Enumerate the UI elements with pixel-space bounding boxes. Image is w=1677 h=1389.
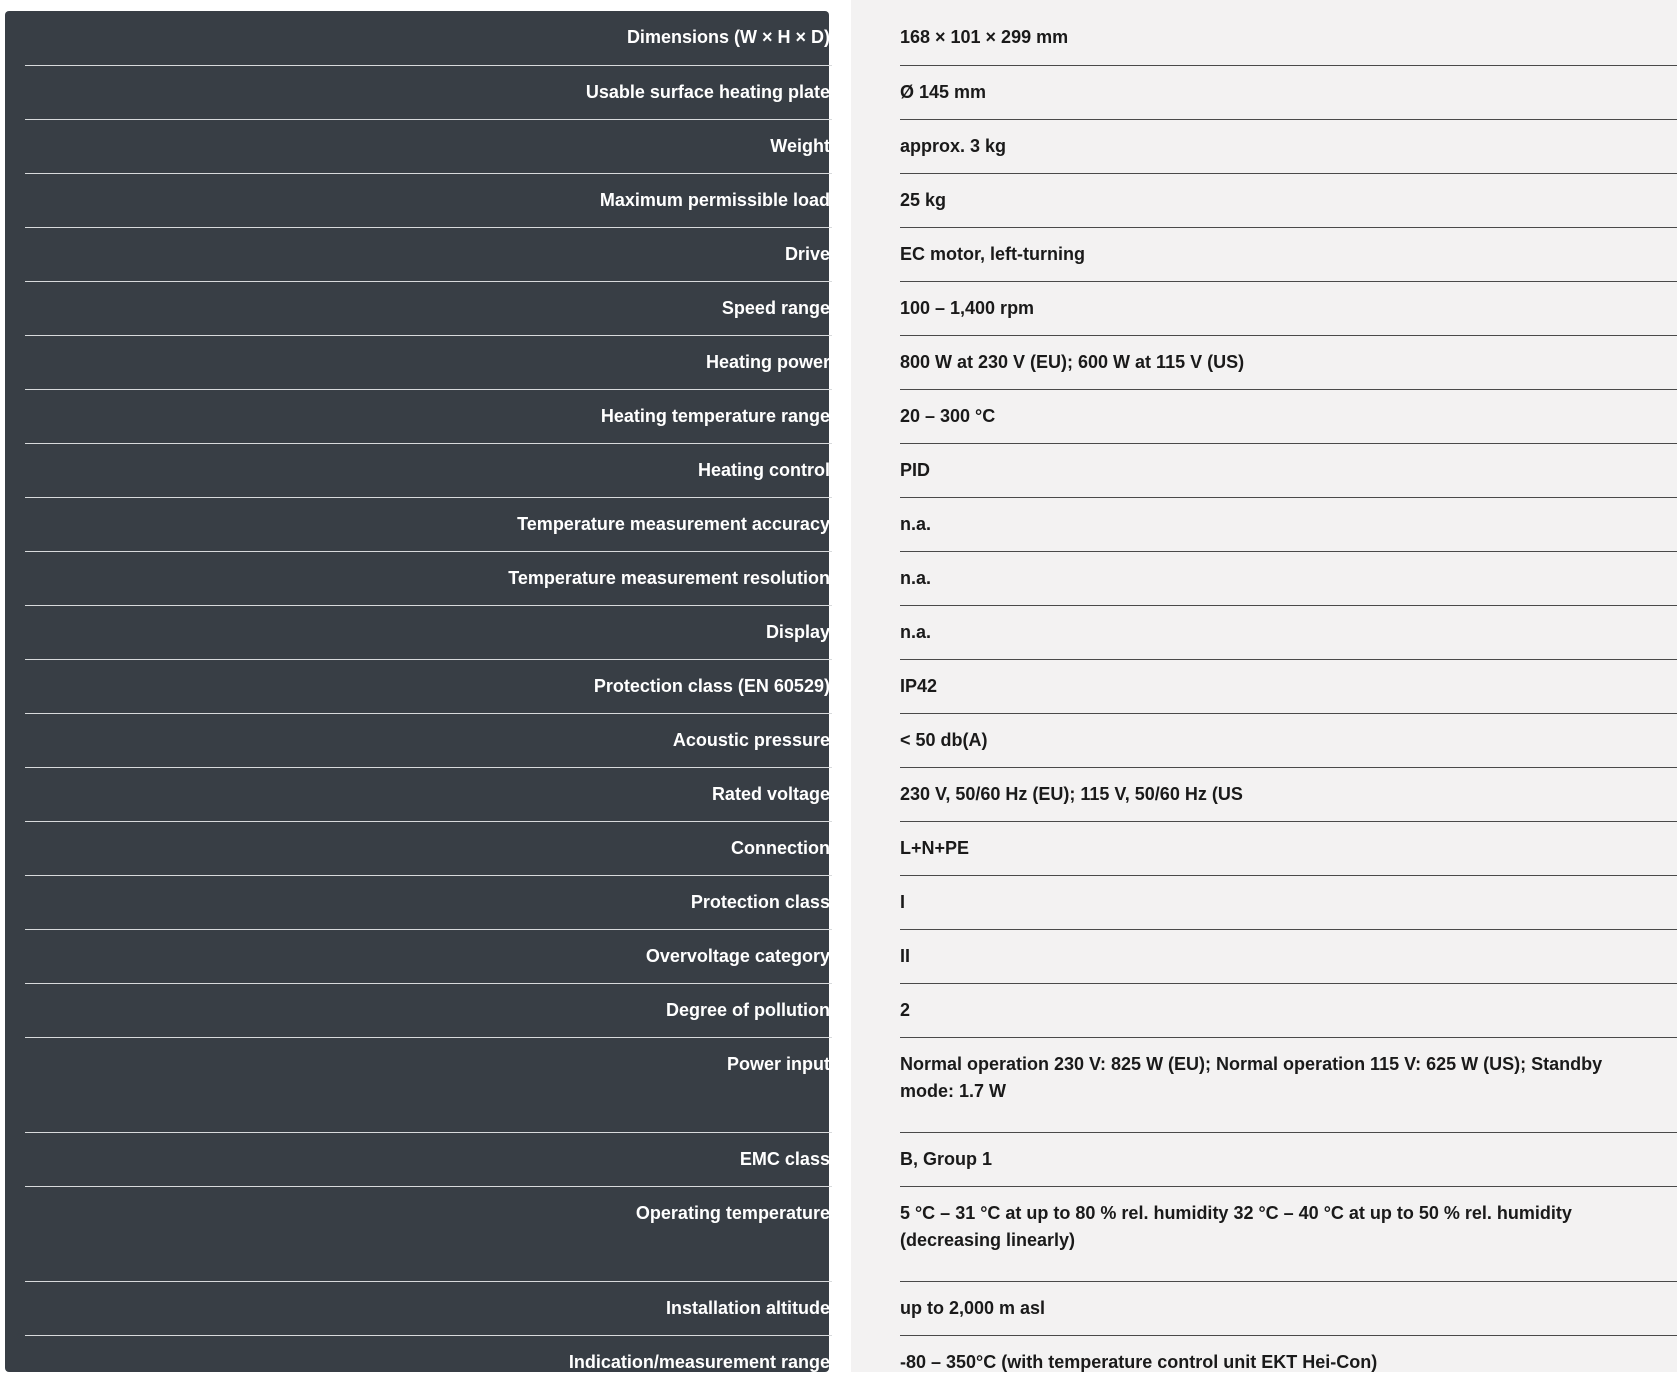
spec-row-measurement-range bbox=[0, 1335, 1677, 1389]
spec-label: Overvoltage category bbox=[25, 929, 832, 983]
spec-row-protection-class-ip bbox=[0, 659, 1677, 713]
spec-value: 20 – 300 °C bbox=[900, 389, 1677, 443]
spec-row-weight bbox=[0, 119, 1677, 173]
spec-label: Connection bbox=[25, 821, 832, 875]
spec-value: -80 – 350°C (with temperature control unit EKT Hei-Con) bbox=[900, 1335, 1677, 1389]
spec-row-installation-altitude bbox=[0, 1281, 1677, 1335]
spec-value: L+N+PE bbox=[900, 821, 1677, 875]
spec-label: Dimensions (W × H × D) bbox=[626, 27, 830, 47]
spec-label: EMC class bbox=[25, 1132, 832, 1186]
spec-row-temperature-accuracy bbox=[0, 497, 1677, 551]
spec-value: 100 – 1,400 rpm bbox=[900, 281, 1677, 335]
spec-label: Usable surface heating plate bbox=[25, 65, 832, 119]
spec-value: n.a. bbox=[900, 551, 1677, 605]
spec-value: < 50 db(A) bbox=[900, 713, 1677, 767]
spec-row-heating-power bbox=[0, 335, 1677, 389]
specification-table bbox=[0, 11, 1677, 1389]
spec-row-overvoltage-category bbox=[0, 929, 1677, 983]
spec-label: Speed range bbox=[25, 281, 832, 335]
spec-value: 5 °C – 31 °C at up to 80 % rel. humidity 32 °C – 40 °C at up to 50 % rel. humidity (decreasing linearly) bbox=[900, 1186, 1677, 1281]
spec-value: 800 W at 230 V (EU); 600 W at 115 V (US) bbox=[900, 335, 1677, 389]
spec-value: 25 kg bbox=[900, 173, 1677, 227]
spec-label: Protection class bbox=[25, 875, 832, 929]
spec-label: Maximum permissible load bbox=[25, 173, 832, 227]
spec-row-speed-range bbox=[0, 281, 1677, 335]
spec-row-temperature-resolution bbox=[0, 551, 1677, 605]
spec-value: n.a. bbox=[900, 605, 1677, 659]
spec-label: Protection class (EN 60529) bbox=[25, 659, 832, 713]
spec-row-emc-class bbox=[0, 1132, 1677, 1186]
spec-value: EC motor, left-turning bbox=[900, 227, 1677, 281]
spec-label: Power input bbox=[25, 1037, 832, 1132]
spec-value: B, Group 1 bbox=[900, 1132, 1677, 1186]
spec-row-dimensions bbox=[0, 11, 1677, 65]
spec-value: approx. 3 kg bbox=[900, 119, 1677, 173]
spec-label: Heating temperature range bbox=[25, 389, 832, 443]
spec-value: up to 2,000 m asl bbox=[900, 1281, 1677, 1335]
spec-row-drive bbox=[0, 227, 1677, 281]
spec-value: 230 V, 50/60 Hz (EU); 115 V, 50/60 Hz (US bbox=[900, 767, 1677, 821]
spec-value: Normal operation 230 V: 825 W (EU); Normal operation 115 V: 625 W (US); Standby mode: 1.7 W bbox=[900, 1037, 1677, 1132]
spec-label: Display bbox=[25, 605, 832, 659]
spec-row-heating-control bbox=[0, 443, 1677, 497]
spec-label: Rated voltage bbox=[25, 767, 832, 821]
spec-row-connection bbox=[0, 821, 1677, 875]
spec-row-display bbox=[0, 605, 1677, 659]
spec-label: Installation altitude bbox=[25, 1281, 832, 1335]
spec-value: n.a. bbox=[900, 497, 1677, 551]
spec-value: 2 bbox=[900, 983, 1677, 1037]
spec-value: PID bbox=[900, 443, 1677, 497]
spec-label: Temperature measurement accuracy bbox=[25, 497, 832, 551]
spec-label: Degree of pollution bbox=[25, 983, 832, 1037]
spec-label: Drive bbox=[25, 227, 832, 281]
spec-row-operating-temperature bbox=[0, 1186, 1677, 1281]
spec-row-max-load bbox=[0, 173, 1677, 227]
spec-row-power-input bbox=[0, 1037, 1677, 1132]
spec-row-acoustic-pressure bbox=[0, 713, 1677, 767]
spec-label: Acoustic pressure bbox=[25, 713, 832, 767]
spec-value: IP42 bbox=[900, 659, 1677, 713]
spec-value: 168 × 101 × 299 mm bbox=[899, 27, 1069, 47]
spec-value: II bbox=[900, 929, 1677, 983]
spec-label: Weight bbox=[25, 119, 832, 173]
spec-value: Ø 145 mm bbox=[900, 65, 1677, 119]
spec-row-degree-of-pollution bbox=[0, 983, 1677, 1037]
spec-label: Indication/measurement range bbox=[25, 1335, 832, 1389]
spec-value: I bbox=[900, 875, 1677, 929]
spec-row-heating-temperature-range bbox=[0, 389, 1677, 443]
spec-label: Operating temperature bbox=[25, 1186, 832, 1281]
spec-label: Heating control bbox=[25, 443, 832, 497]
spec-row-rated-voltage bbox=[0, 767, 1677, 821]
spec-label: Temperature measurement resolution bbox=[25, 551, 832, 605]
spec-label: Heating power bbox=[25, 335, 832, 389]
spec-row-protection-class bbox=[0, 875, 1677, 929]
spec-row-usable-surface bbox=[0, 65, 1677, 119]
